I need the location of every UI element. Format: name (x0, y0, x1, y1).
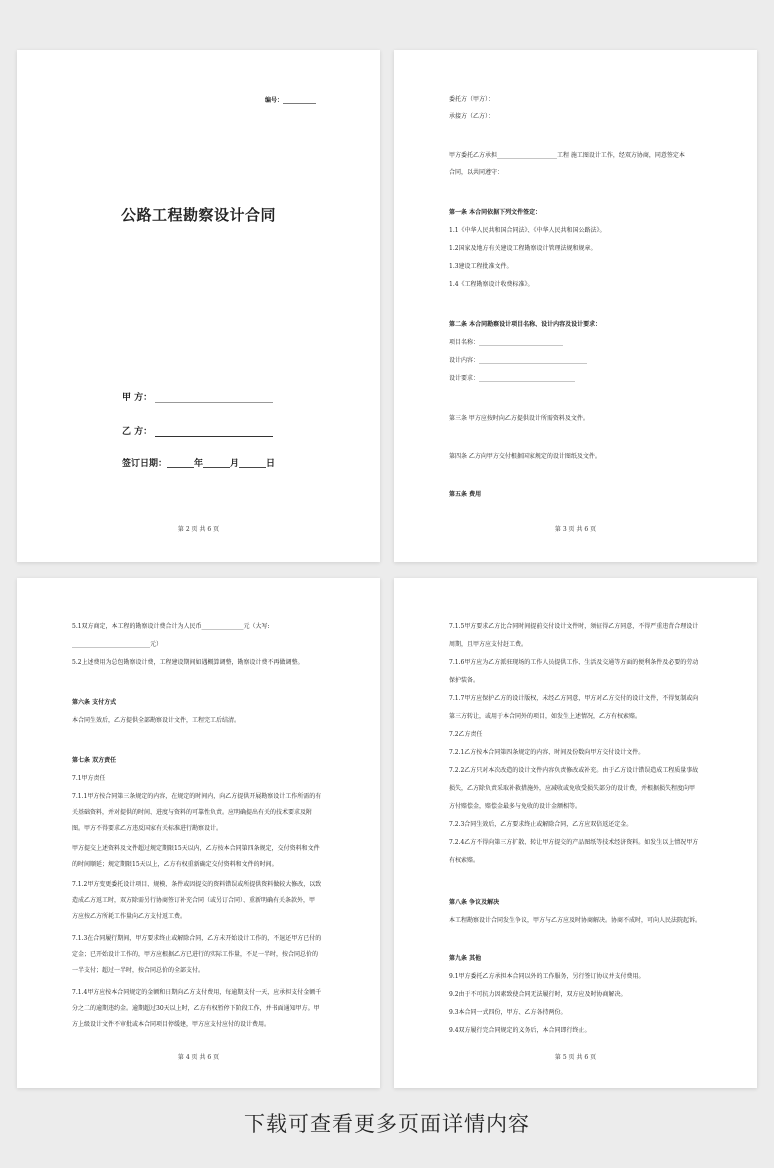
party-b-field (122, 424, 273, 437)
party-a-label: 甲 方： (122, 393, 153, 403)
text-line: 设计要求：________________________________ (449, 375, 576, 382)
text-line: 第三方转让，或用于本合同外的项目，如发生上述情况，乙方有权索赔。 (449, 713, 642, 720)
page-footer: 第 4 页 共 6 页 (177, 1054, 220, 1061)
text-line: 1.1《中华人民共和国合同法》、《中华人民共和国公路法》。 (449, 227, 606, 234)
section-heading: 第二条 本合同勘察设计项目名称、设计内容及设计要求： (449, 321, 602, 328)
party-b-label: 乙 方： (122, 427, 153, 437)
section-heading: 第五条 费用 (449, 491, 482, 498)
text-line: 7.1.6甲方应为乙方派驻现场的工作人员提供工作、生活及交通等方面的便利条件及必要的劳动 (449, 659, 699, 666)
text-line: 9.1甲方委托乙方承担本合同以外的工作服务，另行签订协议并支付费用。 (449, 973, 645, 980)
text-line: 第四条 乙方向甲方交付根据国家规定的设计图纸及文件。 (449, 453, 601, 460)
text-line: 项目名称：____________________________ (449, 339, 564, 346)
text-line: 甲方提交上述资料及文件超过规定期限15天以内，乙方按本合同第四条规定，交付资料和文件 (72, 845, 320, 852)
section-heading: 第一条 本合同依据下列文件签定： (449, 209, 542, 216)
text-line: 9.4双方履行完合同规定的义务后，本合同即行终止。 (449, 1027, 591, 1034)
text-line: 造成乙方返工时，双方除需另行协商签订补充合同（或另订合同）、重新明确有关条款外，甲 (72, 897, 316, 904)
text-line: 本合同生效后，乙方提供全部勘察设计文件，工程完工后结清。 (72, 717, 241, 724)
text-line: 委托方（甲方）： (449, 96, 495, 103)
section-heading: 第九条 其他 (449, 955, 482, 962)
page-footer: 第 3 页 共 6 页 (554, 526, 597, 533)
party-a-field (122, 390, 273, 403)
page-text-block (449, 578, 749, 1058)
text-line: 方付赔偿金，赔偿金最多与免收的设计金额相等。 (449, 803, 582, 810)
text-line: 方应按乙方所耗工作量向乙方支付返工费。 (72, 913, 187, 920)
section-heading: 第八条 争议及解决 (449, 899, 500, 906)
text-line: 分之二的逾期违约金。逾期超过30天以上时，乙方有权暂停下阶段工作，并书面通知甲方。甲 (72, 1005, 320, 1012)
text-line: 7.1.1甲方按合同第三条规定的内容，在规定的时间内，向乙方提供开展勘察设计工作所需的有 (72, 793, 322, 800)
text-line: 7.2.4乙方不得向第三方扩散、转让甲方提交的产品图纸等技术经济资料。如发生以上情况甲方 (449, 839, 699, 846)
contract-title: 公路工程勘察设计合同 (120, 206, 276, 224)
text-line: 7.2.2乙方只对本次改造的设计文件内容负责修改或补充。由于乙方设计错误造成工程质量事故 (449, 767, 699, 774)
text-line: 有权索赔。 (449, 857, 480, 864)
contract-number-label: 编号：___________ (265, 97, 317, 104)
text-line: 7.1.2甲方变更委托设计项目、规模、条件或因提交的资料错误或所提供资料做较大修改，以致 (72, 881, 322, 888)
text-line: 承接方（乙方）： (449, 113, 495, 120)
text-line: 1.2国家及地方有关建设工程勘察设计管理法规和规章。 (449, 245, 597, 252)
text-line: 定金；已开始设计工作的，甲方应根据乙方已进行的实际工作量，不足一半时，按合同总价的 (72, 951, 319, 958)
text-line: 关基础资料，并对提供的时间、进度与资料的可靠性负责。应明确提出有关的技术要求及附 (72, 809, 313, 816)
text-line: 保护装备。 (449, 677, 480, 684)
text-line: 9.2由于不可抗力因素致使合同无法履行时，双方应及时协商解决。 (449, 991, 627, 998)
text-line: 方上级设计文件不审批或本合同项目停缓建，甲方应支付应付的设计费用。 (72, 1021, 271, 1028)
text-line: 7.1甲方责任 (72, 775, 106, 782)
text-line: 合同，以共同遵守： (449, 169, 504, 176)
text-line: 7.1.3在合同履行期间，甲方要求终止或解除合同，乙方未开始设计工作的，不退还甲方已付的 (72, 935, 322, 942)
text-line: 7.2乙方责任 (449, 731, 483, 738)
text-line: 设计内容：____________________________________ (449, 357, 588, 364)
text-line: 9.3本合同一式四份，甲方、乙方各持两份。 (449, 1009, 567, 1016)
text-line: 7.1.5甲方要求乙方比合同时间提前交付设计文件时，须征得乙方同意，不得严重违背合理设计 (449, 623, 699, 630)
text-line: 的时间顺延；规定期限15天以上，乙方有权重新确定交付资料和文件的时间。 (72, 861, 278, 868)
document-page-2 (394, 50, 757, 562)
text-line: 1.4《工程勘察设计收费标准》。 (449, 281, 534, 288)
text-line: 7.2.1乙方按本合同第四条规定的内容、时间及份数向甲方交付设计文件。 (449, 749, 645, 756)
text-line: 第三条 甲方应按时向乙方提供设计所需资料及文件。 (449, 415, 589, 422)
text-line: 5.1双方商定，本工程的勘察设计费合计为人民币______________元（大写: (72, 623, 270, 630)
text-line: 7.1.7甲方应保护乙方的设计版权，未经乙方同意，甲方对乙方交付的设计文件，不得复制或向 (449, 695, 699, 702)
party-a-line (155, 394, 273, 403)
text-line: 本工程勘察设计合同发生争议，甲方与乙方应及时协商解决。协商不成时，可向人民法院起诉。 (449, 917, 702, 924)
download-more-caption[interactable]: 下载可查看更多页面详情内容 (244, 1112, 530, 1136)
text-line: 损失，乙方除负责采取补救措施外，应减收或免收受损失部分的设计费，并根据损失程度向甲 (449, 785, 696, 792)
text-line: __________________________元） (72, 641, 163, 648)
page-text-block (72, 578, 372, 1058)
document-page-4 (394, 578, 757, 1088)
text-line: 甲方委托乙方承担____________________工程 施工图设计工作，经双方协商，同意签定本 (449, 152, 685, 159)
page-footer: 第 2 页 共 6 页 (177, 526, 220, 533)
section-heading: 第六条 支付方式 (72, 699, 117, 706)
text-line: 1.3建设工程批准文件。 (449, 263, 513, 270)
text-line: 7.2.3合同生效后，乙方要求终止或解除合同，乙方应双倍返还定金。 (449, 821, 633, 828)
text-line: 一半支付；超过一半时，按合同总价的全部支付。 (72, 967, 205, 974)
sign-date: 签订日期：______年______月______日 (122, 459, 276, 469)
text-line: 7.1.4甲方应按本合同规定的金额和日期向乙方支付费用，每逾期支付一天，应承担支付金额千 (72, 989, 322, 996)
party-b-line (155, 428, 273, 437)
page-footer: 第 5 页 共 6 页 (554, 1054, 597, 1061)
text-line: 5.2上述费用为总包勘察设计费，工程建设期间如遇概算调整，勘察设计费不再做调整。 (72, 659, 304, 666)
text-line: 周期，且甲方应支付赶工费。 (449, 641, 528, 648)
document-page-cover (17, 50, 380, 562)
text-line: 图。甲方不得要求乙方违反国家有关标准进行勘察设计。 (72, 825, 223, 832)
section-heading: 第七条 双方责任 (72, 757, 117, 764)
page-text-block (449, 50, 749, 530)
document-page-3 (17, 578, 380, 1088)
